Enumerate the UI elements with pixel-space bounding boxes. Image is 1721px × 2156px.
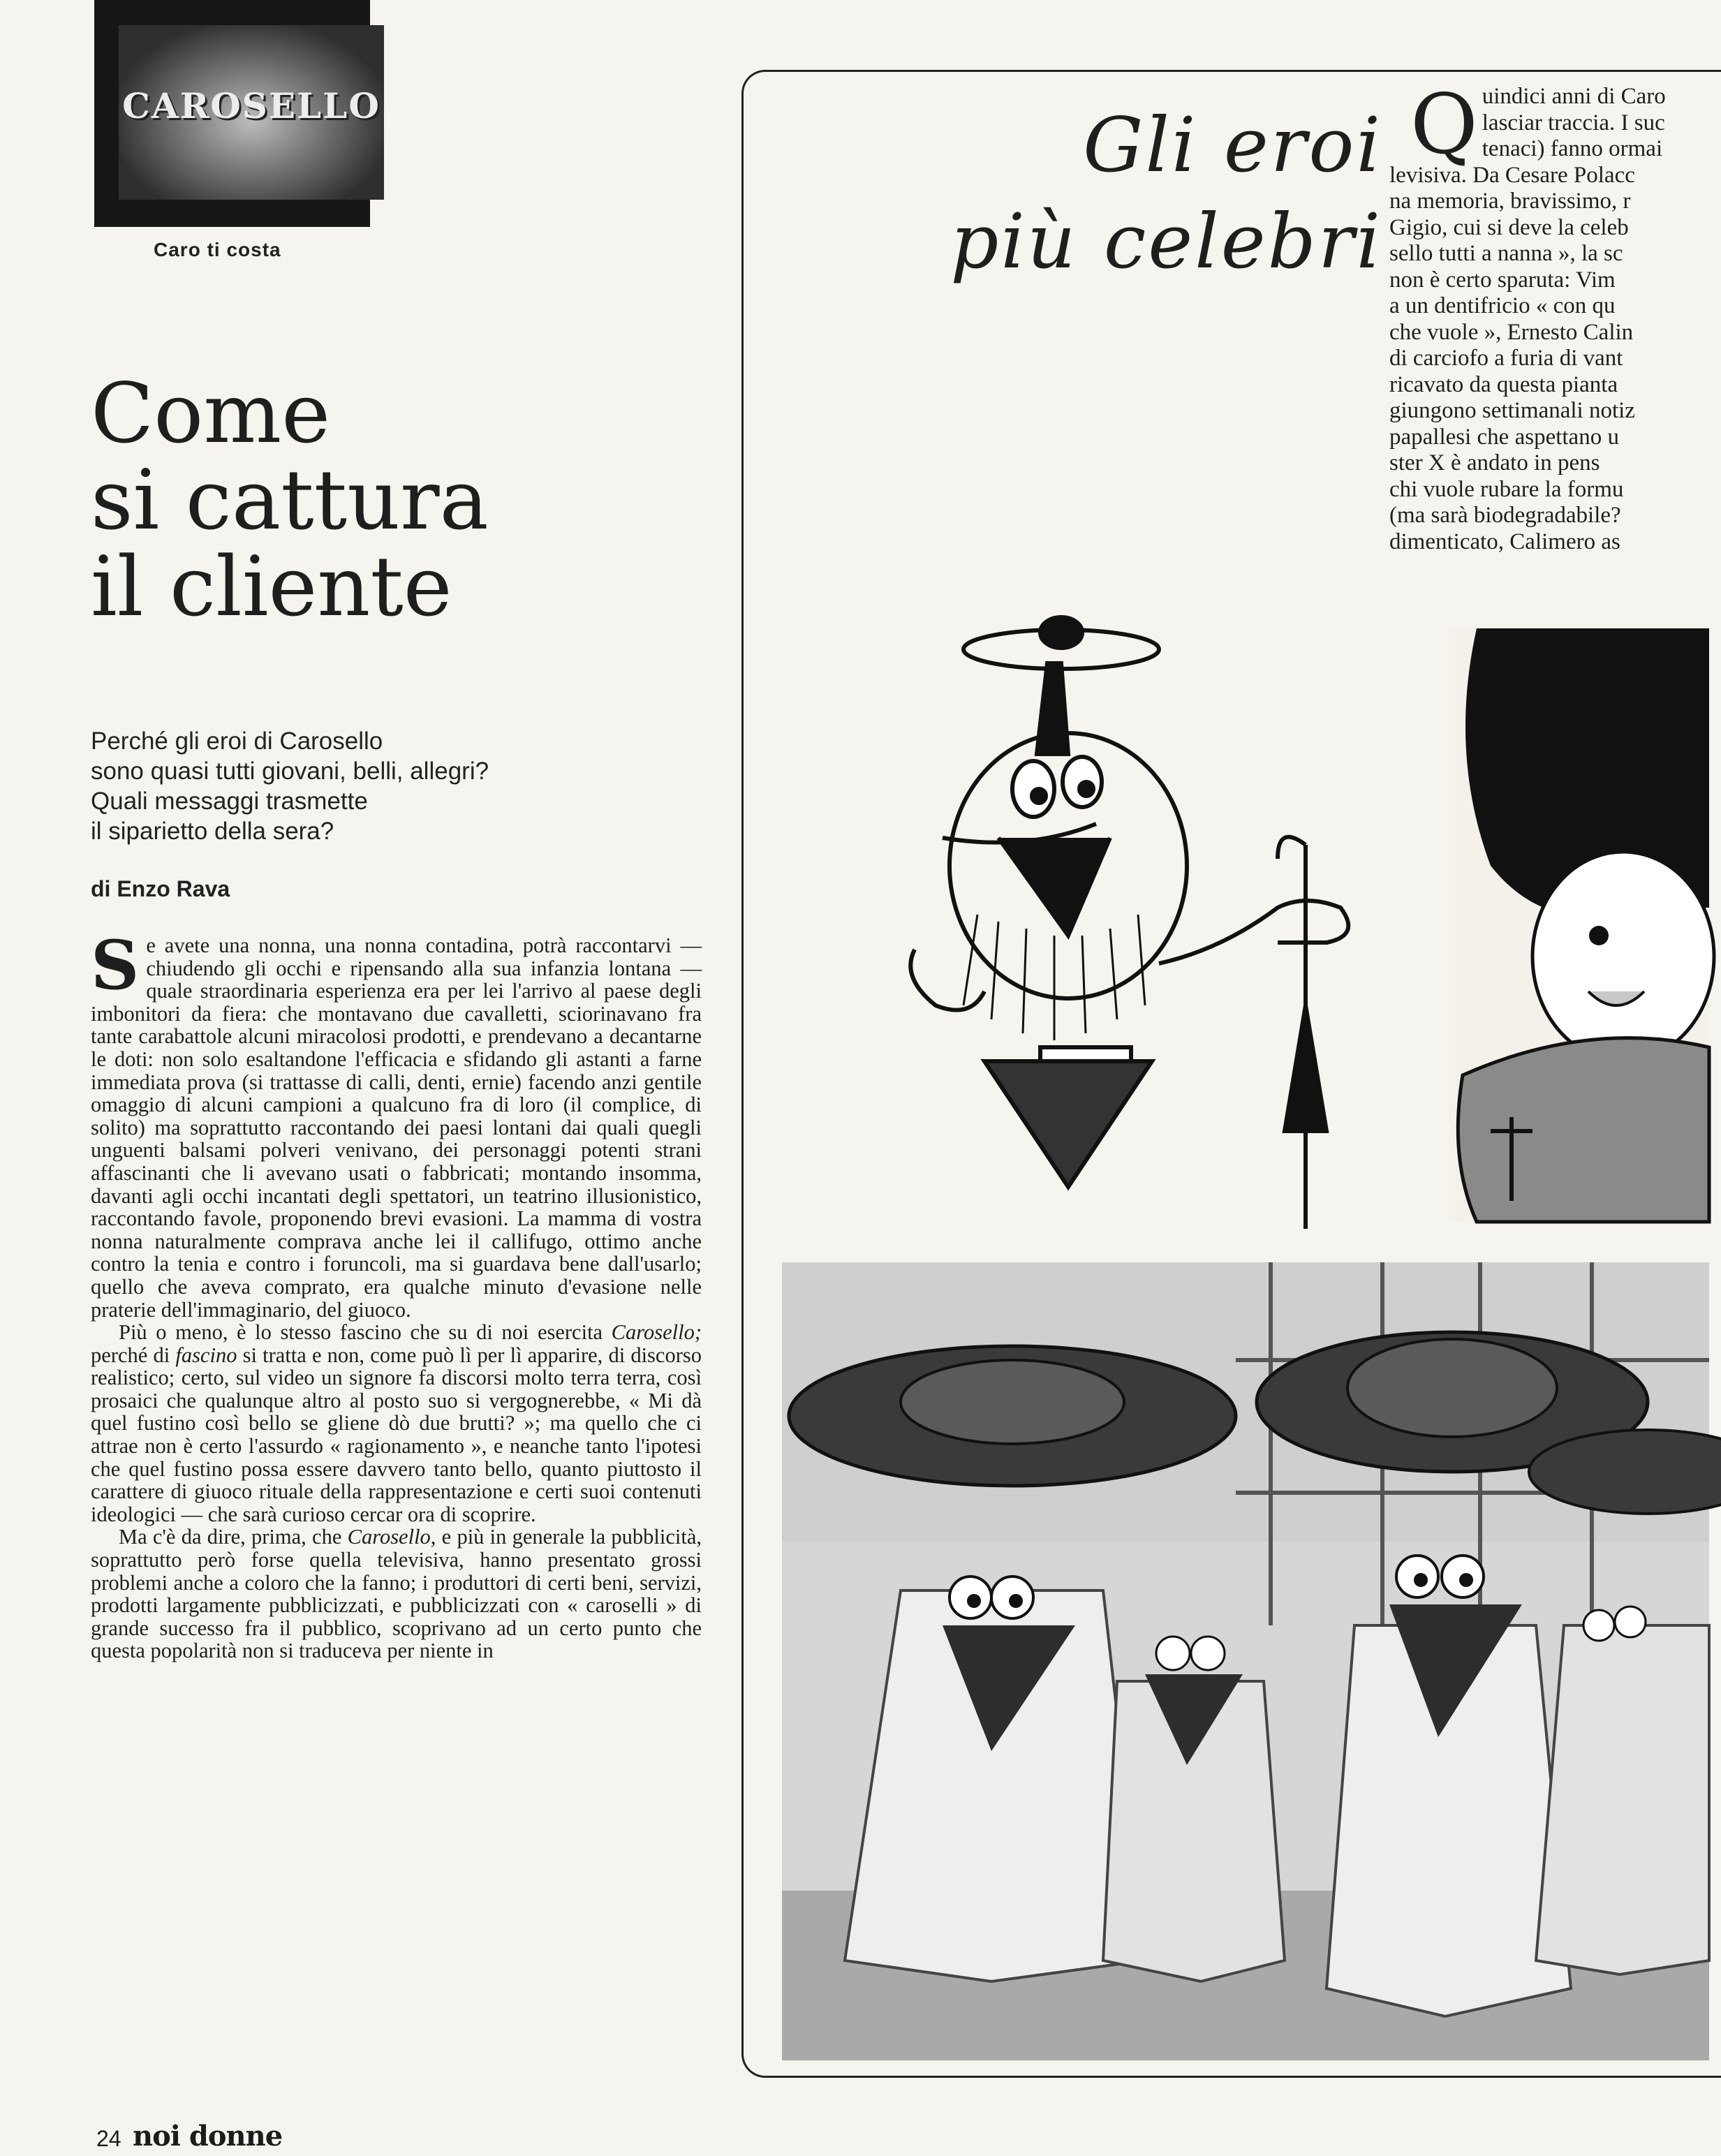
- title-line: Come: [91, 365, 331, 462]
- sidebar-title-line: Gli eroi: [1083, 102, 1382, 189]
- title-line: il cliente: [91, 538, 452, 635]
- lead-line: il siparietto della sera?: [91, 818, 334, 845]
- sidebar-line: Gigio, cui si deve la celeb: [1389, 214, 1629, 240]
- sidebar-line: levisiva. Da Cesare Polacc: [1389, 162, 1635, 188]
- drop-cap: S: [91, 926, 140, 1005]
- sidebar-line: a un dentifricio « con qu: [1389, 293, 1616, 318]
- sidebar-line: (ma sarà biodegradabile?: [1389, 503, 1621, 528]
- tv-thumbnail-image: [119, 25, 384, 200]
- sidebar-drop-cap: Q: [1410, 76, 1478, 172]
- sidebar-line: giungono settimanali notiz: [1389, 398, 1635, 423]
- carosello-logo: CAROSELLO: [122, 85, 381, 126]
- sidebar-line: tenaci) fanno ormai: [1482, 136, 1663, 161]
- sidebar-line: lasciar traccia. I suc: [1482, 110, 1665, 135]
- sidebar-column: [1389, 76, 1709, 555]
- sidebar-title: [950, 98, 1382, 290]
- puppet-photograph: [782, 1262, 1709, 2060]
- sidebar-line: che vuole », Ernesto Calin: [1389, 319, 1634, 345]
- title-line: si cattura: [91, 452, 489, 548]
- page-number: 24: [96, 2126, 121, 2151]
- article-title: [91, 365, 649, 635]
- sidebar-line: chi vuole rubare la formu: [1389, 476, 1624, 502]
- magazine-name: noi donne: [133, 2120, 283, 2153]
- sidebar-line: na memoria, bravissimo, r: [1389, 189, 1631, 214]
- sidebar-title-line: più celebri: [950, 198, 1382, 286]
- cartoon-character-illustration: [859, 614, 1389, 1229]
- cartoon-girl-illustration: [1449, 628, 1709, 1222]
- sidebar-line: sello tutti a nanna », la sc: [1389, 241, 1623, 266]
- sidebar-line: dimenticato, Calimero as: [1389, 529, 1620, 554]
- thumbnail-caption: Caro ti costa: [154, 239, 281, 260]
- byline: di Enzo Rava: [91, 876, 230, 901]
- lead-line: Quali messaggi trasmette: [91, 788, 368, 815]
- article-lead: [91, 726, 663, 846]
- sidebar-line: uindici anni di Caro: [1482, 84, 1666, 109]
- sidebar-line: ricavato da questa pianta: [1389, 371, 1618, 397]
- article-body: [91, 926, 702, 1663]
- lead-line: sono quasi tutti giovani, belli, allegri?: [91, 758, 489, 785]
- article-paragraph: Ma c'è da dire, prima, che Carosello, e più in generale la pubblicità, soprattutto però forse quella televisiva, hanno presentato grossi problemi anche a coloro che la fanno; i produttori di certi beni, servizi, prodotti largamente pubblicizzati, e pubblicizzati con « caroselli » di grande successo fra il pubblico, scoprivano ad un certo punto che questa popolarità non si traduceva per niente in: [91, 1525, 702, 1663]
- sidebar-line: papallesi che aspettano u: [1389, 424, 1619, 450]
- article-paragraph: Più o meno, è lo stesso fascino che su di noi esercita Carosello; perché di fascino si tratta e non, come può lì per lì apparire, di discorso realistico; certo, sul video un signore fa discorsi molto terra terra, così prosaici che qualunque altro al posto suo si vergognerebbe, « Mi dà quel fustino così bello se gliene dò due brutti? »; ma quello che ci attrae non è certo l'assurdo « ragionamento », e neanche tanto l'ipotesi che quel fustino possa essere davvero tanto bello, quanto piuttosto il carattere di giuoco rituale della rappresentazione e certi suoi contenuti ideologici — che sarà curioso cercar ora di scoprire.: [91, 1320, 702, 1526]
- article-paragraph: Se avete una nonna, una nonna contadina, potrà raccontarvi — chiudendo gli occhi e ripensando alla sua infanzia lontana — quale straordinaria esperienza era per lei l'arrivo al paese degli imbonitori da fiera: che montavano due cavalletti, sciorinavano fra tante carabattole alcuni miracolosi prodotti, e prendevano a decantarne le doti: non solo esaltandone l'efficacia e sfidando gli astanti a farne immediata prova (si trattasse di calli, denti, ernie) facendo anzi gentile omaggio di alcuni campioni a qualcuno fra di loro (il complice, di solito) ma soprattutto raccontando dei paesi lontani dai quali quegli unguenti balsami polveri venivano, dei personaggi potenti strani affascinanti che li avevano usati o fabbricati; montando insomma, davanti agli occhi incantati degli spettatori, un teatrino illusionistico, raccontando favole, proponendo brevi evasioni. La mamma di vostra nonna naturalmente comprava anche lei il callifugo, ottimo anche contro la tenia e contro i foruncoli, ma si guardava bene dall'usarlo; quello che aveva comprato, era qualche minuto d'evasione nelle praterie dell'immaginario, del giuoco.: [91, 926, 702, 1322]
- lead-line: Perché gli eroi di Carosello: [91, 728, 383, 755]
- sidebar-line: di carciofo a furia di vant: [1389, 346, 1623, 371]
- sidebar-line: non è certo sparuta: Vim: [1389, 267, 1616, 293]
- sidebar-line: ster X è andato in pens: [1389, 450, 1600, 475]
